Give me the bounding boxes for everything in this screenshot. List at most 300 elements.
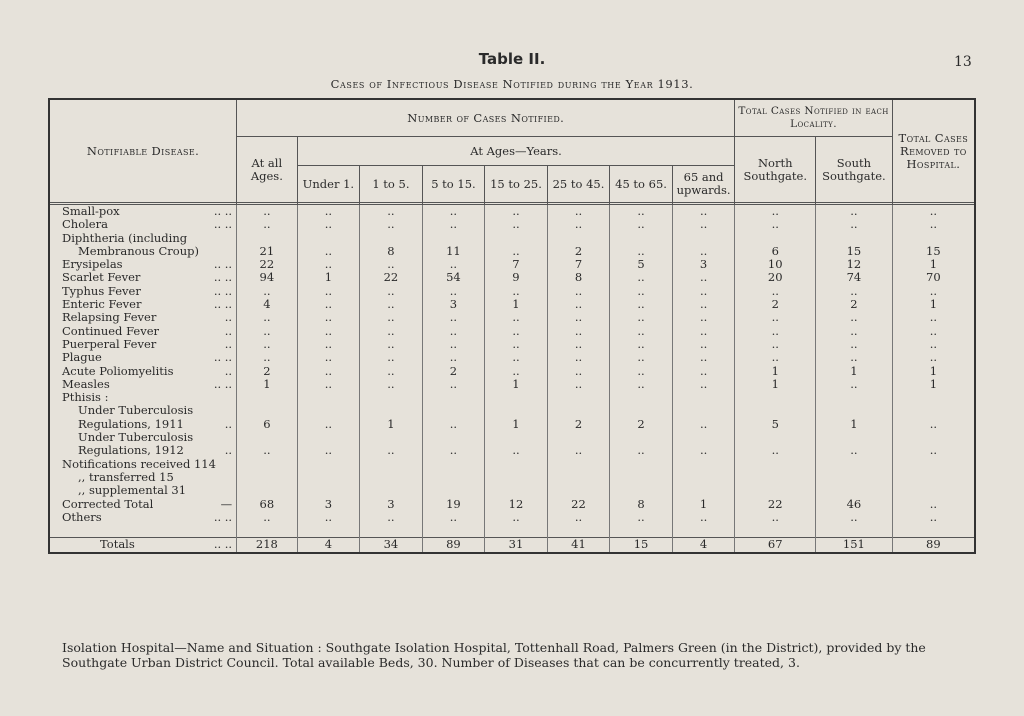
- table-row: [49, 471, 975, 484]
- value-cell: ..: [297, 218, 360, 231]
- value-cell: ..: [422, 338, 485, 351]
- value-cell: [816, 391, 893, 404]
- value-cell: 1: [672, 498, 735, 511]
- value-cell: 41: [547, 538, 610, 553]
- value-cell: 2: [547, 418, 610, 431]
- table-row: [49, 351, 975, 364]
- value-cell: [297, 458, 360, 471]
- table-row: [49, 458, 975, 471]
- value-cell: ..: [735, 218, 816, 231]
- value-cell: [892, 404, 975, 417]
- table-row: [49, 232, 975, 245]
- table-row: [49, 205, 975, 219]
- value-cell: ..: [816, 338, 893, 351]
- value-cell: ..: [735, 351, 816, 364]
- disease-cell: [49, 232, 237, 245]
- leader-dots: ..: [224, 444, 233, 458]
- value-cell: [237, 458, 298, 471]
- value-cell: ..: [892, 351, 975, 364]
- value-cell: ..: [892, 218, 975, 231]
- value-cell: [360, 458, 423, 471]
- value-cell: [610, 484, 673, 497]
- value-cell: [237, 484, 298, 497]
- value-cell: [485, 484, 548, 497]
- value-cell: [237, 232, 298, 245]
- value-cell: 6: [735, 245, 816, 258]
- value-cell: ..: [237, 325, 298, 338]
- table-subtitle: Cases of Infectious Disease Notified during the Year 1913.: [330, 77, 694, 91]
- value-cell: [422, 431, 485, 444]
- value-cell: ..: [816, 325, 893, 338]
- header-age-col: 65 and upwards.: [672, 166, 735, 203]
- value-cell: 2: [237, 365, 298, 378]
- table-row: [49, 218, 975, 231]
- value-cell: ..: [297, 205, 360, 219]
- value-cell: ..: [297, 511, 360, 524]
- value-cell: ..: [237, 338, 298, 351]
- disease-name: Others: [62, 510, 102, 524]
- leader-dots: ..: [224, 337, 233, 351]
- value-cell: [610, 232, 673, 245]
- value-cell: 5: [610, 258, 673, 271]
- table-row: [49, 404, 975, 417]
- header-north-southgate: North Southgate.: [735, 137, 816, 203]
- value-cell: ..: [892, 498, 975, 511]
- disease-name: Membranous Croup): [78, 244, 199, 258]
- value-cell: 22: [547, 498, 610, 511]
- value-cell: ..: [547, 444, 610, 457]
- disease-cell: [49, 365, 237, 378]
- value-cell: [735, 484, 816, 497]
- value-cell: ..: [547, 311, 610, 324]
- value-cell: ..: [672, 325, 735, 338]
- value-cell: 4: [672, 538, 735, 553]
- value-cell: ..: [816, 444, 893, 457]
- value-cell: [547, 404, 610, 417]
- value-cell: ..: [816, 511, 893, 524]
- value-cell: ..: [485, 351, 548, 364]
- value-cell: [672, 484, 735, 497]
- value-cell: ..: [237, 351, 298, 364]
- value-cell: ..: [735, 285, 816, 298]
- value-cell: ..: [422, 285, 485, 298]
- value-cell: ..: [485, 311, 548, 324]
- value-cell: ..: [610, 325, 673, 338]
- value-cell: [237, 471, 298, 484]
- value-cell: [735, 431, 816, 444]
- value-cell: ..: [360, 258, 423, 271]
- disease-name: Typhus Fever: [62, 284, 141, 298]
- table-row: [49, 498, 975, 511]
- table-row: [49, 444, 975, 457]
- value-cell: [672, 458, 735, 471]
- value-cell: ..: [735, 311, 816, 324]
- value-cell: 2: [610, 418, 673, 431]
- value-cell: [892, 391, 975, 404]
- value-cell: 10: [735, 258, 816, 271]
- value-cell: [892, 232, 975, 245]
- value-cell: [672, 404, 735, 417]
- disease-name: Relapsing Fever: [62, 311, 157, 325]
- value-cell: ..: [360, 378, 423, 391]
- disease-cell: [49, 418, 237, 431]
- value-cell: [360, 232, 423, 245]
- value-cell: ..: [735, 511, 816, 524]
- table-row: [49, 391, 975, 404]
- value-cell: ..: [672, 351, 735, 364]
- value-cell: ..: [672, 378, 735, 391]
- value-cell: 1: [892, 258, 975, 271]
- value-cell: [485, 391, 548, 404]
- value-cell: ..: [297, 325, 360, 338]
- value-cell: 74: [816, 271, 893, 284]
- leader-dots: ..: [224, 417, 233, 431]
- value-cell: ..: [816, 218, 893, 231]
- disease-cell: [49, 458, 237, 471]
- table-row: [49, 325, 975, 338]
- value-cell: 3: [360, 498, 423, 511]
- leader-dots: .. ..: [213, 284, 233, 298]
- value-cell: [297, 471, 360, 484]
- value-cell: [360, 391, 423, 404]
- value-cell: ..: [297, 258, 360, 271]
- value-cell: 218: [237, 538, 298, 553]
- disease-name: Small-pox: [62, 204, 120, 218]
- value-cell: ..: [547, 338, 610, 351]
- leader-dots: .. ..: [213, 510, 233, 524]
- value-cell: [735, 471, 816, 484]
- value-cell: 22: [360, 271, 423, 284]
- value-cell: ..: [672, 298, 735, 311]
- disease-cell: [49, 538, 237, 553]
- value-cell: [672, 391, 735, 404]
- value-cell: ..: [485, 245, 548, 258]
- value-cell: 20: [735, 271, 816, 284]
- disease-cell: [49, 498, 237, 511]
- value-cell: 4: [237, 298, 298, 311]
- value-cell: 1: [237, 378, 298, 391]
- value-cell: 15: [610, 538, 673, 553]
- value-cell: ..: [610, 338, 673, 351]
- value-cell: [237, 391, 298, 404]
- value-cell: ..: [422, 444, 485, 457]
- table-row: [49, 365, 975, 378]
- value-cell: 8: [360, 245, 423, 258]
- value-cell: ..: [547, 325, 610, 338]
- value-cell: 1: [485, 418, 548, 431]
- value-cell: 67: [735, 538, 816, 553]
- value-cell: 1: [816, 418, 893, 431]
- leader-dots: ..: [224, 364, 233, 378]
- header-age-col: 15 to 25.: [485, 166, 548, 203]
- value-cell: [547, 458, 610, 471]
- value-cell: [297, 391, 360, 404]
- value-cell: ..: [360, 298, 423, 311]
- value-cell: 1: [735, 365, 816, 378]
- disease-name: Corrected Total: [62, 497, 154, 511]
- table-body: [49, 205, 975, 553]
- value-cell: ..: [672, 271, 735, 284]
- value-cell: [422, 404, 485, 417]
- value-cell: 6: [237, 418, 298, 431]
- table-row: [49, 338, 975, 351]
- value-cell: ..: [422, 378, 485, 391]
- disease-name: ,, transferred 15: [78, 470, 174, 484]
- header-locality: Total Cases Notified in each Locality.: [735, 99, 892, 137]
- value-cell: 12: [485, 498, 548, 511]
- value-cell: 1: [485, 378, 548, 391]
- header-age-col: 25 to 45.: [547, 166, 610, 203]
- disease-cell: [49, 404, 237, 417]
- value-cell: ..: [422, 511, 485, 524]
- value-cell: ..: [892, 311, 975, 324]
- value-cell: 89: [422, 538, 485, 553]
- header-age-col: 45 to 65.: [610, 166, 673, 203]
- value-cell: 1: [816, 365, 893, 378]
- disease-cell: [49, 431, 237, 444]
- value-cell: ..: [816, 378, 893, 391]
- disease-name: Under Tuberculosis: [78, 404, 194, 418]
- value-cell: ..: [297, 418, 360, 431]
- value-cell: 3: [422, 298, 485, 311]
- disease-cell: [49, 325, 237, 338]
- value-cell: [297, 484, 360, 497]
- value-cell: ..: [297, 245, 360, 258]
- disease-name: Diphtheria (including: [62, 231, 188, 245]
- value-cell: ..: [610, 365, 673, 378]
- disease-name: Enteric Fever: [62, 298, 142, 312]
- disease-name: Cholera: [62, 218, 108, 232]
- value-cell: [422, 232, 485, 245]
- value-cell: [892, 431, 975, 444]
- value-cell: [672, 471, 735, 484]
- disease-name: Under Tuberculosis: [78, 431, 194, 445]
- isolation-hospital-note: Isolation Hospital—Name and Situation : Southgate Isolation Hospital, Tottenhall Road, Palmers Green (in the District), provided by the Southgate Urban District Council. Total available Beds, 30. Number of Diseases that can be concurrently treated, 3.: [62, 640, 926, 670]
- value-cell: [422, 458, 485, 471]
- value-cell: 68: [237, 498, 298, 511]
- value-cell: 21: [237, 245, 298, 258]
- disease-cell: [49, 378, 237, 391]
- value-cell: [672, 232, 735, 245]
- value-cell: [816, 232, 893, 245]
- value-cell: 4: [297, 538, 360, 553]
- value-cell: 9: [485, 271, 548, 284]
- value-cell: [297, 431, 360, 444]
- leader-dots: ..: [224, 311, 233, 325]
- value-cell: ..: [735, 325, 816, 338]
- value-cell: 8: [610, 498, 673, 511]
- value-cell: ..: [360, 311, 423, 324]
- disease-name: Puerperal Fever: [62, 337, 157, 351]
- value-cell: ..: [816, 285, 893, 298]
- leader-dots: .. ..: [213, 537, 233, 552]
- header-age-col: Under 1.: [297, 166, 360, 203]
- value-cell: [610, 391, 673, 404]
- value-cell: ..: [672, 311, 735, 324]
- disease-cell: [49, 338, 237, 351]
- disease-cell: [49, 298, 237, 311]
- value-cell: ..: [547, 365, 610, 378]
- leader-dots: —: [220, 497, 233, 511]
- value-cell: [735, 391, 816, 404]
- value-cell: ..: [610, 351, 673, 364]
- value-cell: ..: [237, 511, 298, 524]
- table-title: Table II.: [478, 50, 546, 68]
- value-cell: [360, 431, 423, 444]
- value-cell: 15: [816, 245, 893, 258]
- value-cell: ..: [672, 205, 735, 219]
- value-cell: 3: [672, 258, 735, 271]
- value-cell: [892, 458, 975, 471]
- value-cell: ..: [360, 444, 423, 457]
- value-cell: ..: [610, 444, 673, 457]
- disease-name: Acute Poliomyelitis: [62, 364, 174, 378]
- leader-dots: .. ..: [213, 271, 233, 285]
- value-cell: ..: [297, 285, 360, 298]
- value-cell: [816, 484, 893, 497]
- value-cell: [422, 484, 485, 497]
- value-cell: ..: [297, 338, 360, 351]
- value-cell: 11: [422, 245, 485, 258]
- value-cell: 34: [360, 538, 423, 553]
- value-cell: 8: [547, 271, 610, 284]
- leader-dots: .. ..: [213, 218, 233, 232]
- value-cell: ..: [360, 285, 423, 298]
- header-age-col: 5 to 15.: [422, 166, 485, 203]
- value-cell: ..: [485, 205, 548, 219]
- leader-dots: .. ..: [213, 377, 233, 391]
- totals-row: [49, 538, 975, 553]
- disease-cell: [49, 285, 237, 298]
- value-cell: ..: [672, 338, 735, 351]
- value-cell: ..: [237, 444, 298, 457]
- value-cell: ..: [672, 365, 735, 378]
- infectious-disease-table: [48, 98, 976, 554]
- value-cell: ..: [360, 218, 423, 231]
- table-row: [49, 378, 975, 391]
- value-cell: 54: [422, 271, 485, 284]
- disease-cell: [49, 511, 237, 524]
- leader-dots: .. ..: [213, 298, 233, 312]
- value-cell: ..: [892, 205, 975, 219]
- value-cell: 89: [892, 538, 975, 553]
- value-cell: [422, 391, 485, 404]
- value-cell: [892, 471, 975, 484]
- value-cell: ..: [547, 511, 610, 524]
- value-cell: 94: [237, 271, 298, 284]
- value-cell: [816, 404, 893, 417]
- disease-name: ,, supplemental 31: [78, 484, 187, 498]
- value-cell: ..: [610, 245, 673, 258]
- value-cell: 7: [547, 258, 610, 271]
- value-cell: ..: [892, 325, 975, 338]
- value-cell: 70: [892, 271, 975, 284]
- value-cell: ..: [297, 444, 360, 457]
- value-cell: ..: [547, 285, 610, 298]
- disease-name: Totals: [100, 537, 135, 552]
- value-cell: [485, 232, 548, 245]
- value-cell: 1: [735, 378, 816, 391]
- value-cell: [735, 404, 816, 417]
- value-cell: ..: [297, 351, 360, 364]
- spacer-row: [49, 524, 975, 538]
- value-cell: 19: [422, 498, 485, 511]
- header-south-southgate: South Southgate.: [816, 137, 893, 203]
- value-cell: 1: [892, 365, 975, 378]
- disease-cell: [49, 484, 237, 497]
- leader-dots: .. ..: [213, 258, 233, 272]
- value-cell: [892, 484, 975, 497]
- value-cell: 2: [816, 298, 893, 311]
- value-cell: 22: [735, 498, 816, 511]
- value-cell: [485, 404, 548, 417]
- value-cell: ..: [422, 258, 485, 271]
- value-cell: ..: [485, 444, 548, 457]
- disease-name: Plague: [62, 351, 102, 365]
- value-cell: 2: [735, 298, 816, 311]
- table-row: [49, 245, 975, 258]
- value-cell: ..: [360, 325, 423, 338]
- value-cell: ..: [485, 325, 548, 338]
- value-cell: ..: [547, 298, 610, 311]
- value-cell: ..: [422, 311, 485, 324]
- value-cell: [610, 458, 673, 471]
- value-cell: ..: [485, 218, 548, 231]
- value-cell: ..: [485, 511, 548, 524]
- disease-name: Pthisis :: [62, 391, 109, 405]
- value-cell: ..: [297, 311, 360, 324]
- value-cell: ..: [672, 218, 735, 231]
- value-cell: ..: [237, 205, 298, 219]
- value-cell: ..: [610, 218, 673, 231]
- value-cell: ..: [237, 311, 298, 324]
- value-cell: ..: [735, 205, 816, 219]
- value-cell: [485, 458, 548, 471]
- value-cell: ..: [547, 205, 610, 219]
- value-cell: [735, 458, 816, 471]
- disease-name: Erysipelas: [62, 258, 123, 272]
- value-cell: 46: [816, 498, 893, 511]
- header-removed-to-hospital: Total Cases Removed to Hospital.: [892, 99, 975, 203]
- value-cell: ..: [485, 285, 548, 298]
- value-cell: ..: [672, 245, 735, 258]
- value-cell: ..: [360, 365, 423, 378]
- disease-cell: [49, 205, 237, 219]
- value-cell: ..: [360, 511, 423, 524]
- value-cell: [610, 471, 673, 484]
- value-cell: ..: [360, 338, 423, 351]
- value-cell: [422, 471, 485, 484]
- disease-name: Continued Fever: [62, 324, 160, 338]
- value-cell: ..: [816, 351, 893, 364]
- value-cell: ..: [422, 351, 485, 364]
- table-row: [49, 511, 975, 524]
- value-cell: 3: [297, 498, 360, 511]
- value-cell: ..: [610, 298, 673, 311]
- value-cell: ..: [735, 338, 816, 351]
- value-cell: ..: [672, 285, 735, 298]
- value-cell: ..: [892, 285, 975, 298]
- value-cell: [816, 471, 893, 484]
- table-row: [49, 285, 975, 298]
- value-cell: 15: [892, 245, 975, 258]
- disease-name: Scarlet Fever: [62, 271, 141, 285]
- value-cell: [547, 391, 610, 404]
- value-cell: ..: [672, 444, 735, 457]
- table-row: [49, 298, 975, 311]
- disease-cell: [49, 245, 237, 258]
- value-cell: ..: [422, 218, 485, 231]
